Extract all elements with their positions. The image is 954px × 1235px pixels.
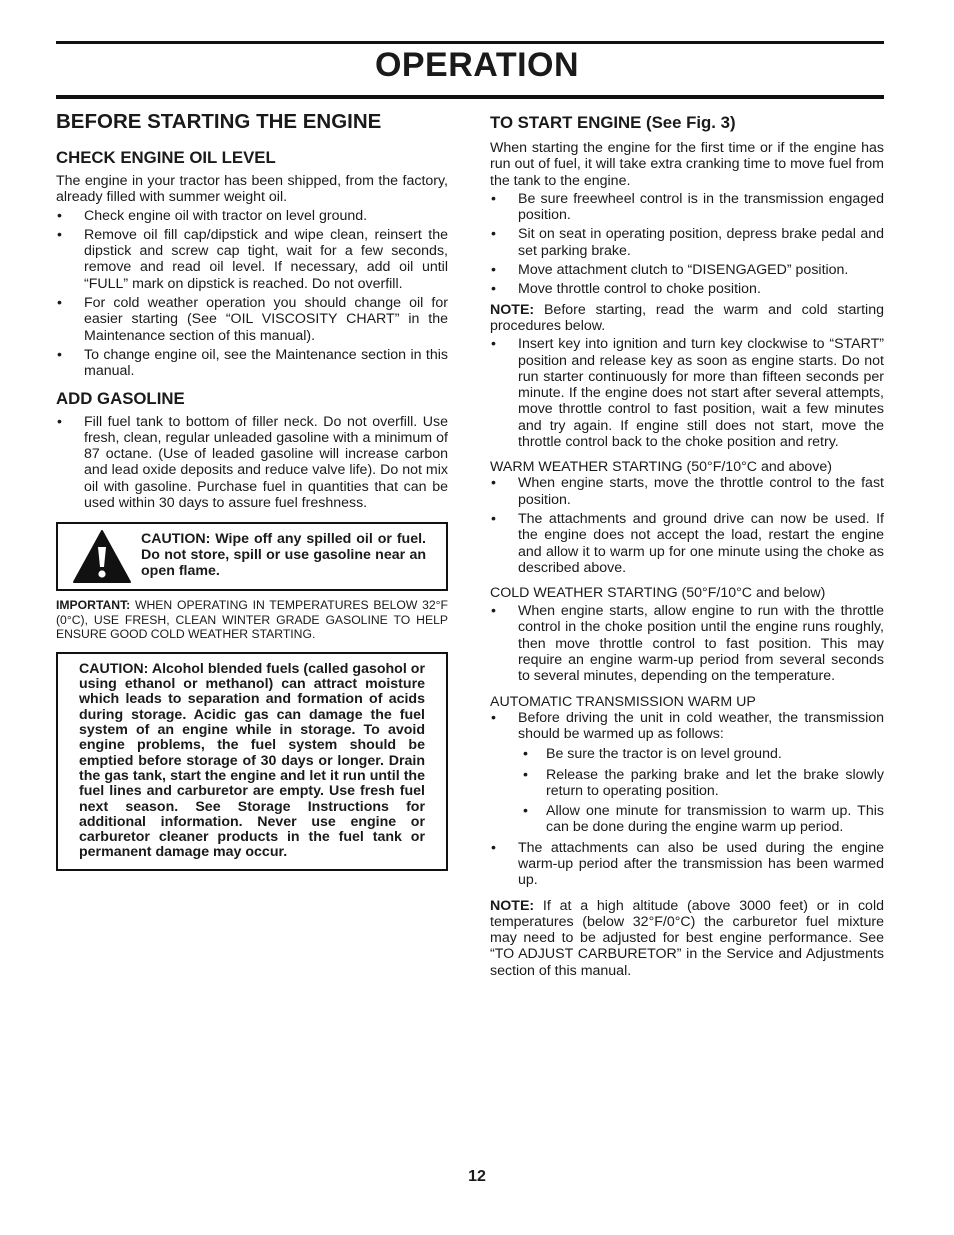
auto-bullet-text: Before driving the unit in cold weather, the transmission should be warmed up as follows: [518,709,884,742]
important-text: WHEN OPERATING IN TEMPERATURES BELOW 32°F (0°C), USE FRESH, CLEAN WINTER GRADE GASOLINE TO HELP ENSURE GOOD COLD WEATHER STARTING. [56,598,448,642]
top-rule [56,41,884,44]
start-intro: When starting the engine for the first time or if the engine has run out of fuel, it will take extra cranking time to move fuel from the tank to the engine. [490,140,884,189]
oil-bullet-list [56,208,448,380]
list-item: • Sit on seat in operating position, depress brake pedal and set parking brake. [490,226,884,259]
note-label: NOTE: [490,897,535,914]
list-item: • Check engine oil with tractor on level ground. [56,208,448,224]
caution-box-spill [56,522,448,591]
list-item: • When engine starts, allow engine to run with the throttle control in the choke position until the engine runs roughly, then move throttle control to fast position. This may require an engine warm-up period from several seconds to several minutes, depending on the temperature. [490,603,884,684]
list-item: • Move throttle control to choke position. [490,281,884,297]
key-bullet-list [490,336,884,450]
important-notice [56,598,448,642]
list-item: • The attachments can also be used during the engine warm-up period after the transmission has been warmed up. [490,840,884,889]
auto-bullet-list [490,710,884,889]
important-label: IMPORTANT: [56,598,131,613]
list-item: • The attachments and ground drive can now be used. If the engine does not accept the load, restart the engine and allow it to warm up for one minute using the choke as described above. [490,511,884,576]
start-bullet-list [490,191,884,298]
caution-box-alcohol [56,652,448,871]
warm-weather-heading: WARM WEATHER STARTING (50°F/10°C and above) [490,459,832,476]
caution-text-alcohol: CAUTION: Alcohol blended fuels (called gasohol or using ethanol or methanol) can attract moisture which leads to separation and formation of acids during storage. Acidic gas can damage the fuel system of an engine while in storage. To avoid engine problems, the fuel system should be emptied before storage of 30 days or longer. Drain the gas tank, start the engine and let it run until the fuel lines and carburetor are empty. Use fresh fuel next season. See Storage Instructions for additional information. Never use engine or carburetor cleaner products in the fuel tank or permanent damage may occur. [79,660,425,861]
subheading-to-start-engine: TO START ENGINE (See Fig. 3) [490,113,736,132]
page-title: OPERATION [374,46,580,84]
list-item: • Be sure freewheel control is in the transmission engaged position. [490,191,884,224]
list-item: • For cold weather operation you should change oil for easier starting (See “OIL VISCOSITY CHART” in the Maintenance section of this manual). [56,295,448,344]
sub-list-item: • Allow one minute for transmission to warm up. This can be done during the engine warm up period. [518,803,884,836]
list-item: • Remove oil fill cap/dipstick and wipe clean, reinsert the dipstick and screw cap tight, wait for a few seconds, remove and read oil level. If necessary, add oil until “FULL” mark on dipstick is reached. Do not overfill. [56,227,448,292]
list-item: • Insert key into ignition and turn key clockwise to “START” position and release key as soon as engine starts. Do not run starter continuously for more than fifteen seconds per minute. If the engine does not start after several attempts, move throttle control to fast position, wait a few minutes and try again. If engine still does not start, move the throttle control back to the choke position and retry. [490,336,884,450]
warning-triangle-icon [72,529,132,584]
caution-text-spill: CAUTION: Wipe off any spilled oil or fuel. Do not store, spill or use gasoline near an open flame. [141,531,426,579]
section-heading-before-starting: BEFORE STARTING THE ENGINE [56,110,382,133]
left-column [56,110,448,871]
title-underline [56,95,884,99]
list-item: • When engine starts, move the throttle control to the fast position. [490,475,884,508]
note-before-starting [490,302,884,335]
cold-weather-heading: COLD WEATHER STARTING (50°F/10°C and below) [490,585,826,602]
list-item [490,710,884,836]
sub-list-item: • Release the parking brake and let the brake slowly return to operating position. [518,767,884,800]
note-text: If at a high altitude (above 3000 feet) or in cold temperatures (below 32°F/0°C) the carburetor fuel mixture may need to be adjusted for best engine performance. See “TO ADJUST CARBURETOR” in the Service and Adjustments section of this manual. [490,897,884,979]
list-item: • Move attachment clutch to “DISENGAGED” position. [490,262,884,278]
cold-bullet-list [490,603,884,684]
auto-sub-list [518,746,884,835]
page-number: 12 [468,1168,486,1185]
oil-intro: The engine in your tractor has been shipped, from the factory, already filled with summer weight oil. [56,173,448,206]
warm-bullet-list [490,475,884,576]
note-high-altitude [490,898,884,979]
auto-transmission-heading: AUTOMATIC TRANSMISSION WARM UP [490,693,756,710]
list-item: • To change engine oil, see the Maintenance section in this manual. [56,347,448,380]
right-column [490,113,884,979]
note-text: Before starting, read the warm and cold starting procedures below. [490,301,884,334]
subheading-add-gasoline: ADD GASOLINE [56,388,185,408]
sub-list-item: • Be sure the tractor is on level ground. [518,746,884,762]
list-item: • Fill fuel tank to bottom of filler neck. Do not overfill. Use fresh, clean, regular unleaded gasoline with a minimum of 87 octane. (Use of leaded gasoline will increase carbon and lead oxide deposits and reduce valve life). Do not mix oil with gasoline. Purchase fuel in quantities that can be used within 30 days to assure fuel freshness. [56,414,448,512]
subheading-check-oil: CHECK ENGINE OIL LEVEL [56,148,276,167]
gas-bullet-list [56,414,448,512]
note-label: NOTE: [490,301,535,318]
